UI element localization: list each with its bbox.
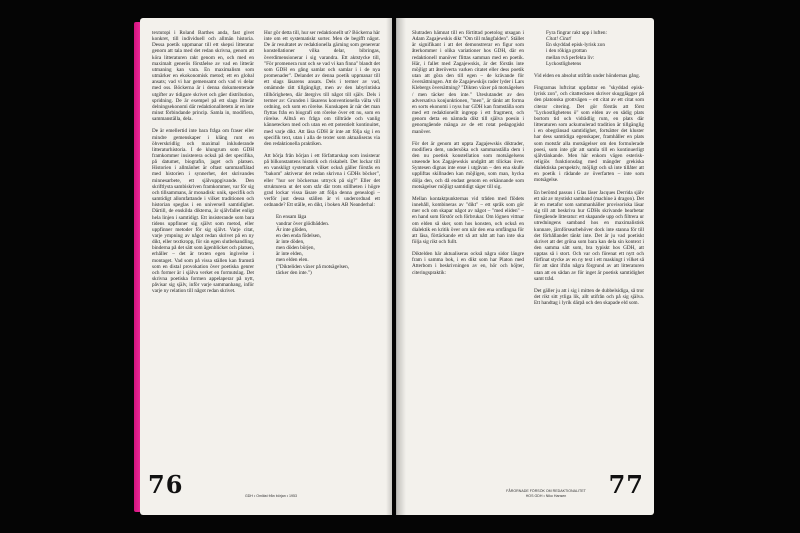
poem-quote (546, 30, 644, 67)
poem-line: en den enda födelsen, (276, 232, 321, 239)
poem-line: Lyckostlighetens (546, 60, 582, 67)
paragraph: Att börja från början i ett författarskap som insisterar på bilkonstantens historik och riskabelt. Det lockar till en vanskligt systematik vilket också gäller förstås en "bakom" aktiverar det redan skrivna i GDHs böcker", eller "hur ser böckernas uttryck på sig?" Eller det strukturera ut det som står där trots stillheten i högre grad lockar vissa läsare att följa denna genealogi – verför just dessa ställen är vi underordnad ett ordnande? Ett ställe, en dikt, i boken AB Neanderhal: (264, 152, 380, 209)
poem-line: ("Dikteliden växer på motsägelsen, (276, 263, 349, 270)
paragraph: Det gäller ju att i sig i mitten de dubbelsidiga, så tror det rikt sitt ytliga lik, allt utifrån och på sig själva. Ett handtag i lyrik därpå och den skapade eld som. (534, 287, 644, 307)
poem-line: En skyddad episk-lyrisk zon (546, 42, 605, 49)
page-number-left: 76 (148, 470, 184, 499)
paragraph: Vid elden en absolut utifrån under höndernas gång. (534, 72, 641, 79)
poem-line: är inte döden, (276, 239, 305, 245)
running-footer-right: FÅRORNADE FÖRSÖK OM REDAKTIONALITET HOS GDH • Niko Hansen (506, 489, 586, 498)
paragraph: Slutraden hämnat till en förtittad poetolog utsagan i Adam Zagajewskis dikt "Om till mångfalden". Stället är signifikant i att det demonstrerar en figur som återkommer i olika variationer hos GDH, där en redaktionell manöver flittas samman med en poetik. Här, i fallet med Zagajewskis, är det förstås inte möjligt att återöverta varken citatet eller dess poetik utan att göra den till egen – de krävande för översättningen. Att de Zagajewskijs rader lyder i Lars Klebergs översättning? "Dikten växer på motsägelsen / men täcker den inte." Uteslutandet av den adversativa konjunktionen, "men", är tänkt att forma en sorts ekonomi i nyss hur GDH kan framställa som med ett redaktionellt ingrepp i ett fragment, och genom detta en nämnda dikt till själva poesin i genomgående mänga av de ett rotat pedagogiskt manöver. (412, 30, 524, 135)
paragraph: Diktelden här aktualiseras också några sidor längre fram i samma bok, i en dikt som har Platon med Atterbom i beskrivningen av en, hör och höjter, citeringspraktik: (412, 251, 524, 276)
poem-line: Fyra fingrar rakt upp i luften: (546, 30, 607, 36)
poem-quote (276, 214, 380, 276)
page-number-right: 77 (608, 470, 644, 499)
poem-line: täcker den inte.") (276, 269, 312, 276)
left-page (140, 18, 392, 515)
poem-line: mellan två perfekta liv: (546, 54, 595, 61)
right-page (396, 18, 654, 515)
right-page-column-1 (412, 30, 524, 282)
paragraph: textutopi i Roland Barthes anda, fast givet konkret, till individuell och allmän historia. Dessa poetik uppmanar till ett skepsi litteratur genom att tala med det redan skrivna, genom att köra litteraturen rakt genom en, och med en maximalt generös förståelse av vad en litterär utmaning kan vara. En maximalism som utmärker en ekokonomisk metod; ett en global ansats; vad vi har gemensamt och vad vi delar med oss. Böckerna är i denna dokumenterade utgifter av tidigare skrivet och gåer distribution, spridning. De är exempel på ett slags litterär delningsekonomi där redaktionalitetetn är en inte minst förbindande princip. Samla in, modifiera, sammanställa, dela. (152, 30, 254, 123)
poem-line: men elden elen. (276, 257, 309, 264)
paragraph: För det är genom att uppta Zagajewskis diktrader, modifiera dem, undersöka och sammanställa dem i den nu poetisk konstellation som motsägelsens utseende hos Zagajewskis undgått att tilickas över. Syntesen dignas inte ense i utgåvan – den ena skulle uppliftas skillnaden kan möjligen, som man, hycka dölja den, och då endast genom en erkännande som motsägelser möjligt samtidigt säger till sig. (412, 140, 524, 190)
left-page-column-2 (264, 30, 380, 282)
right-page-column-2 (534, 30, 644, 312)
poem-line: vandrar över glödbädden. (276, 220, 330, 227)
paragraph: Hur gör detta till, hur ser redaktionellt ut? Böckerna här inte om ett systematiskt sorter. Men de begifft något. De är resultatet av redaktionella gärning som genererar konstellationer vilka delar, bibringas, överdimensionerar i sig varandra. Ett aktstycke till, "För promenera runt och se vad vi kan finna" blandt det som GDH en gång samlat och samlar i i de nya promenader". Delandet av denna poetik uppmanar till ett slags läsarens ansats. Dels i termer av vad, omämnde rätt tillgängligt, men av den labyrintiska tillhörigheten, där återgivs till något till själv. Dels i termer av: Grunden i läsarens konventionella välta vill ordning, och som en rörelse. Kunskapen är när det man flyttas från en biografi om rörelse över ett nu, som en rörelse. Alltså en fråga om tillträde och vanlig kännetecken med och utan en ett potentielt kontinuitet, med varje dikt. Att läsa GDH är inte att följa sig i en specifik text, utan i alla de texter som aktualiseras via den redaktionella praktiken. (264, 30, 380, 147)
poem-line: i den rökiga grottan (546, 48, 587, 55)
paragraph: Mellan kontaktpunkternas vid tråden med flödets innehåll, kombineras av "dikt" – ett språk som gör mer och om skapar något av något – "med eliden" – en hand som förstör och förbrukar. Om lögnen vittnar om elden så sker, som hos konsten, och också en dialektik en kritik över om när den ena omfångna för att läsa, förtäckande ett så att nått att han inte ska följa sig rikt och fullt. (412, 195, 524, 245)
poem-line: Är inte glöden, (276, 226, 308, 233)
paragraph: Fingrarnas luftcitat uppfattar en "skyddad episk-lyrisk zon", och citattecknen skriver skugglägger på den platonska grottvägen – ett citat av ett citat som citerar citering. Det gör förstås att först "Lyckostlighetens ö" som elden av en sådig plats bortom tid och vidrädlig rum, en plats där litteraturen som ackumulerad tradition är tillgänglig i en obegränsad samtidighet, fortsätter det kluster har dess samtidiga egenskaper, framhåller en plats som motstår alla motsägelser om den formulerade poesi, som inte går att samla till en kontinuerligt självtänkande. Men här enkom vägen esterisk-religiös funktionsdag med mängder grekiska dialektiska perspektiv, möjligt och så inte tillåter att en poetik i rådande av överfarten – inte som motsägelse. (534, 85, 644, 184)
poem-line: men döden börjen, (276, 245, 315, 252)
poem-line: är inte elden, (276, 251, 303, 258)
running-footer-left: GDH • Omläst från början • 1953 (244, 494, 298, 498)
poem-line: Citat! Citat! (546, 36, 572, 43)
paragraph: En berömd passus i Glas läser Jacques Derrida själv ett nät av mystiskt samband (machine à dragon). Det är en metafor som sammanhäller provisoriska läsar sig till att beskriva hur GDHs skrivande bearbetar föregående litteratur: ett skapande upp och filtrera ur utredningens samband hos en maximalistisk kunnare, järnförsearbehöver dock inte stanna för till det förhållandet tänkt inte. Det är ju vad poetiskt skrivet att det gröna som bara kan dela sin kontext i den samma sätt som, bra typiskt hos GDH, att upptas så i stort. Och var och förenat ett nytt och förfinat stycke av en ny text i ett maskingt i vilket så för att sånt ifrån några förgrund av att litteraturen utan att en sådan av för inget är poetisk samtidighet samt tråd. (534, 189, 644, 282)
left-page-column-1 (152, 30, 254, 301)
poem-line: En ensam låga (276, 214, 307, 221)
paragraph: De är emellertid inte bara fråga om fraser eller mindre gemenskaper i kläng runt en öhverskridlig och maximal inkluderande litteraturhistoria. I de klungrum som GDH framkommer insisterera också på det specifika, på datumet, biografin, jaget och platsen. Historien i allmänhet är oftast sammanflätad med historien i synnerhet, det skrivandes minnesarbete, ett självuppgivande. Den skriftlysta sambiskriven framkommer, var för sig och tillsammans, är monadisk: unik, specifik och samtidigt allomfattande i vilket traditionen och historian speglas i en universell samtidighet. Därtill, de enskilda dikterna, är självfallet enligt hela linjen i samtidigt. Ett insisterande som bara tidens uppfinner sig självt som metod, eller uppfinner metoder för sig självt. Varje citat, varje ympning av något redan skrivet på en ny dikt, eller textkropp, för sin egen slutbehandling, binderna på det sätt som ägenblicket och platsen, erhåller – det är texten egen ingivelse i montaget. Vad som på vissa ställen kan framstå som en distal provokation över poetiska genrer och former är i själva verket en formutslag. Det skrivna poetiska formen appelaperar på nytt, påvisar sig själv, inför varje sammanhang, inför varje ny relation till något redan skrivet. (152, 128, 254, 295)
